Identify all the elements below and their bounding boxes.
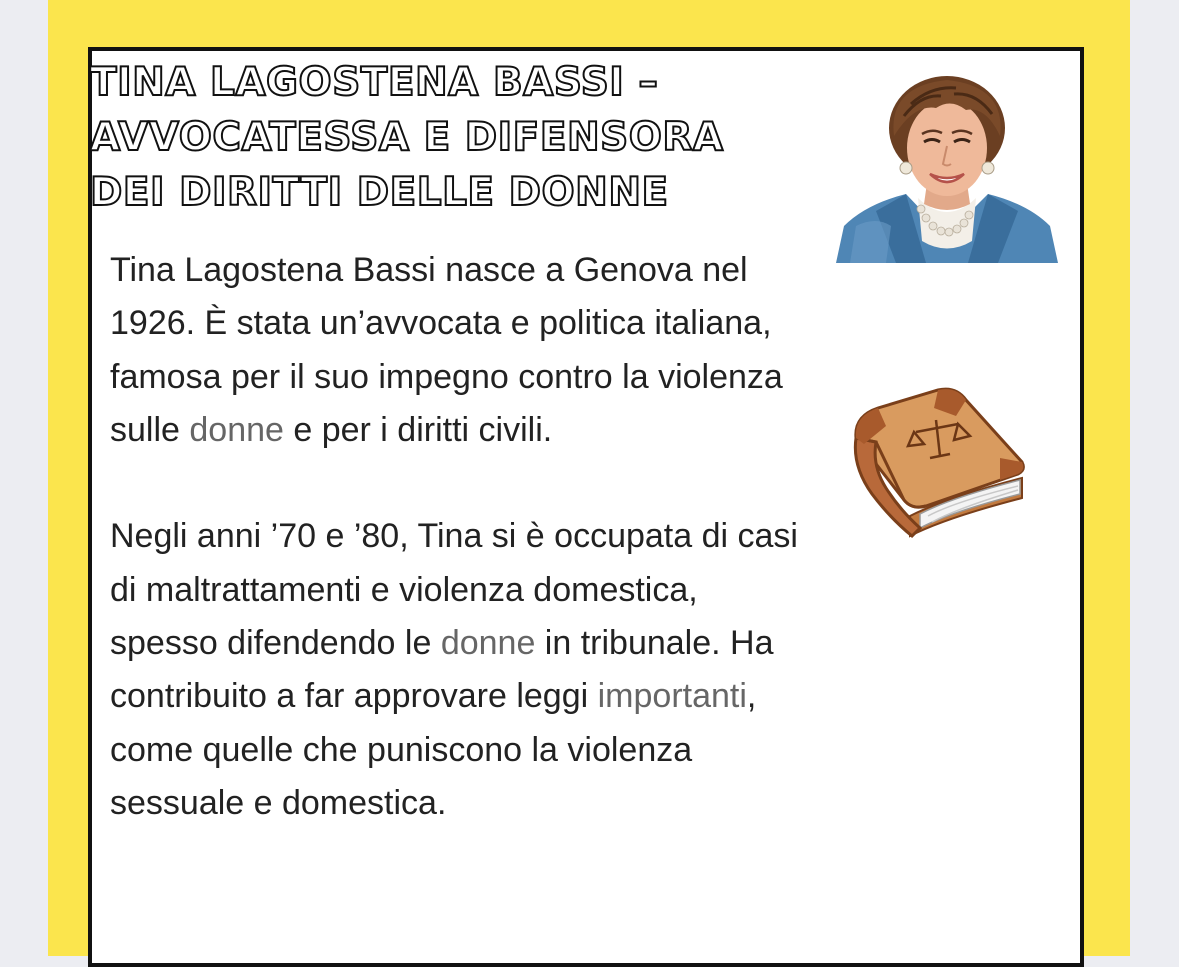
highlighted-word-donne-2[interactable]: donne	[440, 624, 536, 663]
paragraph-2-text-a: Negli anni ’70 e ’80, Tina si è occupata di casi di maltrattamenti e violenza domestica, spesso difendendo le	[110, 517, 798, 663]
paragraph-2-text-c: , come quelle che puniscono la violenza sessuale e domestica.	[110, 677, 757, 822]
paragraph-1-text-a: Tina Lagostena Bassi nasce a Genova nel 1926. È stata un’avvocata e politica italiana, famosa per il suo impegno contro la violenza sulle	[110, 251, 783, 449]
highlighted-word-donne[interactable]: donne	[189, 410, 284, 449]
paragraph-1	[110, 244, 800, 457]
paragraph-1-text-b: e per i diritti civili.	[283, 410, 553, 449]
page-title: TINA LAGOSTENA BASSI – AVVOCATESSA E DIFENSORA DEI DIRITTI DELLE DONNE	[90, 60, 724, 215]
paragraph-2	[110, 510, 800, 830]
law-book-icon	[850, 386, 1026, 540]
paragraph-2-text-b: in tribunale. Ha contribuito a far approvare leggi	[110, 624, 774, 716]
highlighted-word-importanti[interactable]: importanti	[597, 677, 747, 716]
portrait-illustration	[836, 76, 1058, 263]
article-body	[110, 244, 800, 830]
